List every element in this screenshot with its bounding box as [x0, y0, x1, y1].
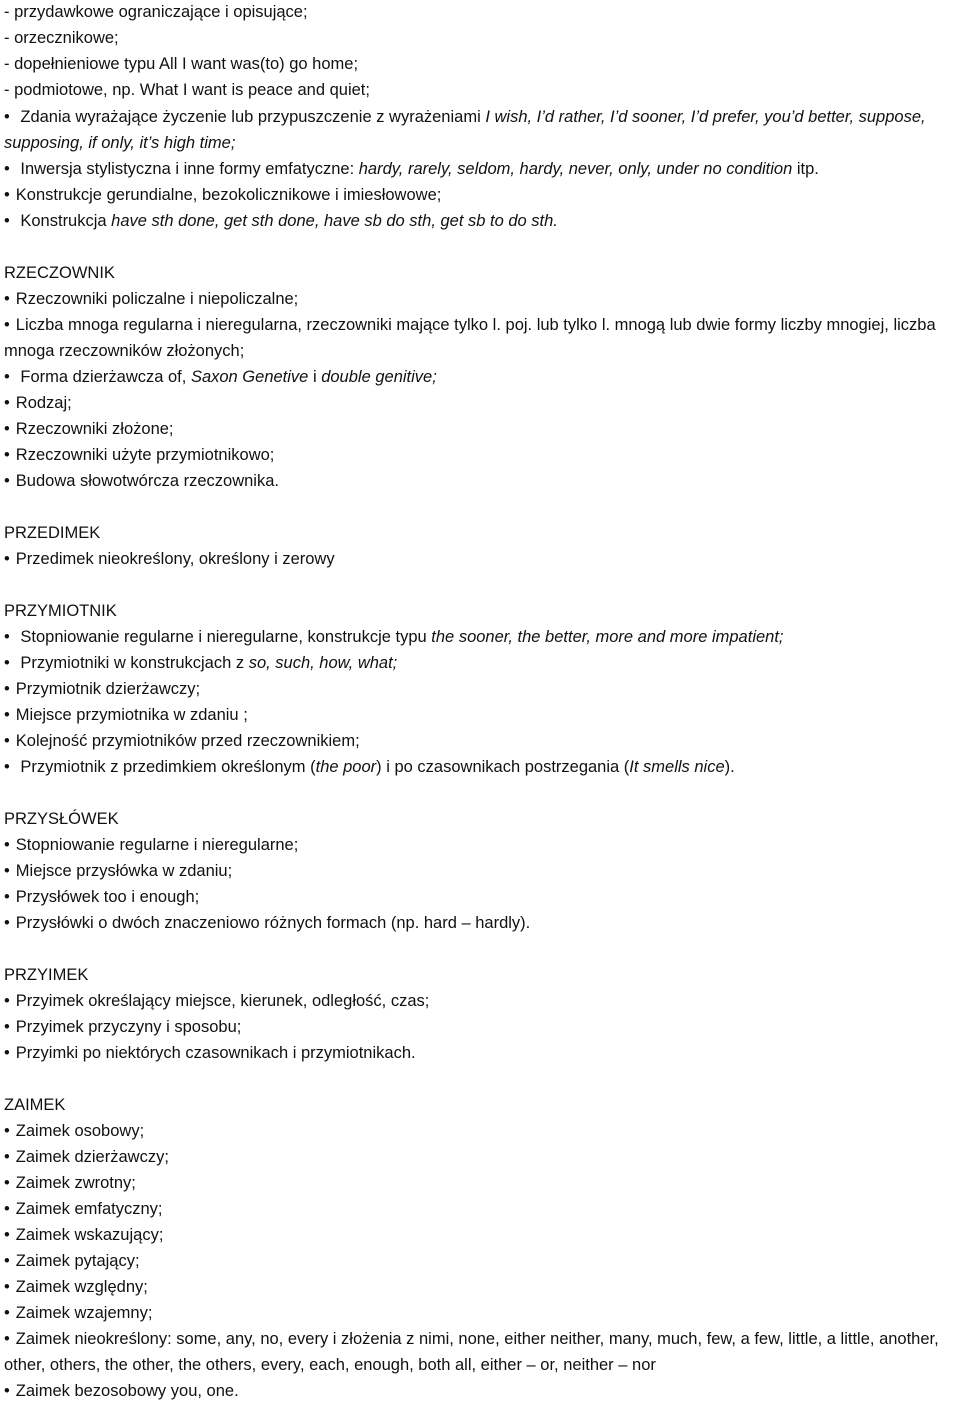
intro-line: - dopełnieniowe typu All I want was(to) go home;: [4, 55, 359, 73]
list-item: • Przyimek określający miejsce, kierunek, odległość, czas;: [4, 988, 956, 1014]
section-heading-rzeczownik: RZECZOWNIK: [4, 264, 115, 282]
section-heading-przyimek: PRZYIMEK: [4, 966, 89, 984]
list-item: • Zaimek dzierżawczy;: [4, 1144, 956, 1170]
list-item: • Rzeczowniki użyte przymiotnikowo;: [4, 442, 956, 468]
list-item: • Zaimek emfatyczny;: [4, 1196, 956, 1222]
intro-line: - podmiotowe, np. What I want is peace and quiet;: [4, 81, 370, 99]
list-item: • Konstrukcje gerundialne, bezokolicznikowe i imiesłowowe;: [4, 182, 956, 208]
section-heading-przymiotnik: PRZYMIOTNIK: [4, 602, 117, 620]
list-item: • Zaimek względny;: [4, 1274, 956, 1300]
list-item: • Przymiotniki w konstrukcjach z so, such, how, what;: [4, 650, 956, 676]
list-item: • Zaimek pytający;: [4, 1248, 956, 1274]
list-item: • Przysłówek too i enough;: [4, 884, 956, 910]
list-item: • Konstrukcja have sth done, get sth done, have sb do sth, get sb to do sth.: [4, 208, 956, 234]
list-item: • Przyimek przyczyny i sposobu;: [4, 1014, 956, 1040]
section-heading-przyslowek: PRZYSŁÓWEK: [4, 810, 119, 828]
section-heading-zaimek: ZAIMEK: [4, 1096, 66, 1114]
list-item: • Przyimki po niektórych czasownikach i przymiotnikach.: [4, 1040, 956, 1066]
list-item: • Przymiotnik z przedimkiem określonym (the poor) i po czasownikach postrzegania (It smells nice).: [4, 754, 956, 780]
list-item: • Miejsce przysłówka w zdaniu;: [4, 858, 956, 884]
intro-line: - orzecznikowe;: [4, 29, 119, 47]
list-item: • Zaimek bezosobowy you, one.: [4, 1378, 956, 1404]
list-item: • Przysłówki o dwóch znaczeniowo różnych formach (np. hard – hardly).: [4, 910, 956, 936]
list-item: • Forma dzierżawcza of, Saxon Genetive i double genitive;: [4, 364, 956, 390]
section-heading-przedimek: PRZEDIMEK: [4, 524, 101, 542]
list-item: • Inwersja stylistyczna i inne formy emfatyczne: hardy, rarely, seldom, hardy, never, only, under no condition itp.: [4, 156, 956, 182]
list-item: • Rodzaj;: [4, 390, 956, 416]
intro-line: - przydawkowe ograniczające i opisujące;: [4, 3, 308, 21]
intro-lines: [4, 0, 956, 104]
list-item: • Miejsce przymiotnika w zdaniu ;: [4, 702, 956, 728]
list-item: • Liczba mnoga regularna i nieregularna, rzeczowniki mające tylko l. poj. lub tylko l. mnogą lub dwie formy liczby mnogiej, liczba mnoga rzeczowników złożonych;: [4, 312, 956, 364]
list-item: • Stopniowanie regularne i nieregularne;: [4, 832, 956, 858]
list-item: • Zaimek wskazujący;: [4, 1222, 956, 1248]
list-item: • Zaimek wzajemny;: [4, 1300, 956, 1326]
list-item: • Zaimek zwrotny;: [4, 1170, 956, 1196]
list-item: • Rzeczowniki policzalne i niepoliczalne;: [4, 286, 956, 312]
list-item: • Zaimek osobowy;: [4, 1118, 956, 1144]
list-item: • Zdania wyrażające życzenie lub przypuszczenie z wyrażeniami I wish, I’d rather, I’d sooner, I’d prefer, you’d better, suppose, supposing, if only, it’s high time;: [4, 104, 956, 156]
list-item: • Stopniowanie regularne i nieregularne, konstrukcje typu the sooner, the better, more and more impatient;: [4, 624, 956, 650]
list-item: • Przymiotnik dzierżawczy;: [4, 676, 956, 702]
list-item: • Budowa słowotwórcza rzeczownika.: [4, 468, 956, 494]
list-item: • Kolejność przymiotników przed rzeczownikiem;: [4, 728, 956, 754]
list-item: • Rzeczowniki złożone;: [4, 416, 956, 442]
list-item: • Przedimek nieokreślony, określony i zerowy: [4, 546, 956, 572]
list-item: • Zaimek nieokreślony: some, any, no, every i złożenia z nimi, none, either neither, many, much, few, a few, little, a little, another, other, others, the other, the others, every, each, enough, both all, either – or, neither – nor: [4, 1326, 956, 1378]
